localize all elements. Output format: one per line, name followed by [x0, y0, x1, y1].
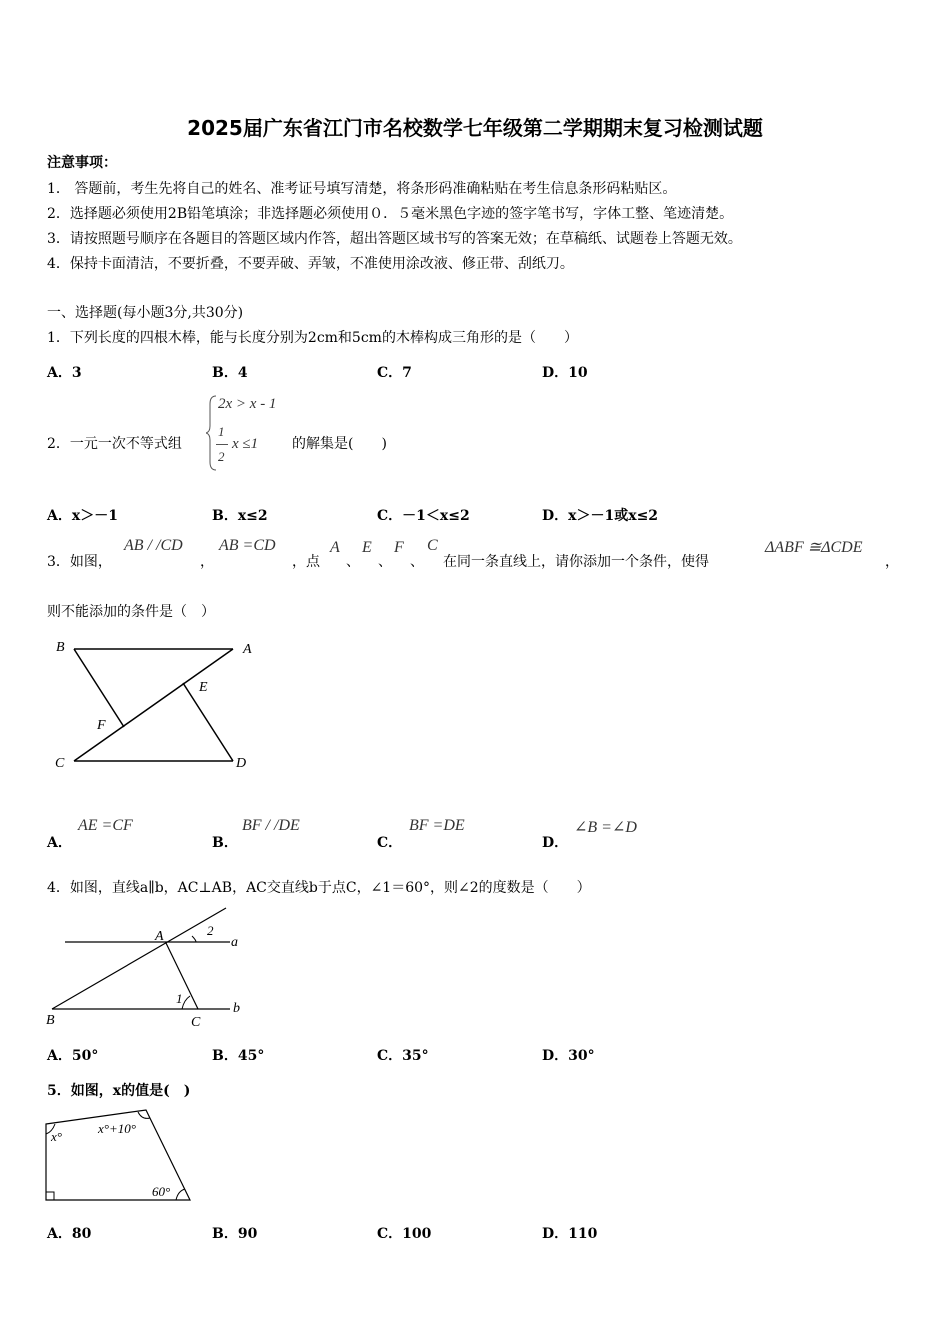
fraction-numerator: 1: [218, 424, 225, 439]
q1-option-a[interactable]: A．3: [47, 365, 82, 381]
label-c: C: [55, 756, 65, 771]
separator: 、: [410, 554, 424, 570]
label-f: F: [97, 718, 106, 733]
notice-heading: 注意事项：: [47, 155, 117, 171]
point-e: E: [362, 539, 372, 556]
separator: ，: [885, 554, 899, 570]
separator: 、: [378, 554, 392, 570]
fraction-denominator: 2: [218, 449, 225, 464]
notice-item: 4．保持卡面清洁，不要折叠，不要弄破、弄皱，不准使用涂改液、修正带、刮纸刀。: [47, 256, 574, 272]
q3-option-b[interactable]: B．: [212, 835, 238, 851]
separator: ，点: [292, 554, 320, 570]
point-a: A: [330, 539, 340, 556]
separator: ，: [200, 554, 214, 570]
label-a-point: A: [155, 929, 164, 944]
question-3-line-2: 则不能添加的条件是（ ）: [47, 604, 215, 620]
q2-option-a[interactable]: A．x＞－1: [47, 508, 118, 524]
question-1-stem: 1．下列长度的四根木棒，能与长度分别为2cm和5cm的木棒构成三角形的是（ ）: [47, 330, 578, 346]
q2-option-b[interactable]: B．x≤2: [212, 508, 268, 524]
q3-option-c[interactable]: C．: [377, 835, 403, 851]
question-4-stem: 4．如图，直线a∥b，AC⊥AB，AC交直线b于点C，∠1＝60°，则∠2的度数是（ ）: [47, 880, 591, 896]
q2-option-d[interactable]: D．x＞－1或x≤2: [542, 508, 659, 524]
label-b: B: [56, 640, 65, 655]
label-angle-1: 1: [176, 991, 183, 1006]
label-d: D: [236, 756, 247, 771]
label-x-plus-10: x°+10°: [98, 1121, 136, 1136]
notice-item: 2．选择题必须使用2B铅笔填涂；非选择题必须使用０．５毫米黑色字迹的签字笔书写，字体工整、笔迹清楚。: [47, 206, 734, 222]
label-e: E: [199, 680, 208, 695]
q1-option-d[interactable]: D．10: [542, 365, 588, 381]
question-2-suffix: 的解集是( ): [292, 436, 387, 452]
q3-option-d-expr: ∠B =∠D: [574, 819, 637, 836]
q4-option-a[interactable]: A．50°: [47, 1048, 99, 1064]
q3-option-a[interactable]: A．: [47, 835, 72, 851]
q5-option-c[interactable]: C．100: [377, 1226, 432, 1242]
q3-figure: [47, 633, 267, 778]
page-title: 2025届广东省江门市名校数学七年级第二学期期末复习检测试题: [187, 116, 763, 140]
point-f: F: [394, 539, 404, 556]
fraction-bar: [216, 444, 228, 445]
label-b-point: B: [46, 1013, 55, 1028]
question-2-prefix: 2．一元一次不等式组: [47, 436, 182, 452]
section-heading: 一、选择题(每小题3分,共30分): [47, 305, 244, 321]
q4-option-d[interactable]: D．30°: [542, 1048, 595, 1064]
label-a: A: [243, 642, 252, 657]
q3-option-a-expr: AE =CF: [78, 817, 133, 834]
separator: 、: [346, 554, 360, 570]
label-c-point: C: [191, 1015, 201, 1030]
condition-equal: AB =CD: [219, 537, 276, 554]
question-3-prefix: 3．如图，: [47, 554, 112, 570]
inequality-line-1: 2x > x - 1: [218, 396, 277, 412]
label-line-a: a: [231, 935, 238, 950]
q4-option-c[interactable]: C．35°: [377, 1048, 429, 1064]
label-x: x°: [51, 1129, 62, 1144]
question-3-mid: 在同一条直线上，请你添加一个条件，使得: [443, 554, 709, 570]
label-line-b: b: [233, 1001, 240, 1016]
q4-option-b[interactable]: B．45°: [212, 1048, 265, 1064]
inequality-line-2: x ≤1: [232, 436, 259, 452]
q3-option-d[interactable]: D．: [542, 835, 569, 851]
q5-figure: [40, 1102, 200, 1206]
q4-figure: [40, 902, 260, 1032]
q5-option-d[interactable]: D．110: [542, 1226, 598, 1242]
q3-option-b-expr: BF / /DE: [242, 817, 300, 834]
label-60: 60°: [152, 1184, 171, 1199]
q1-option-c[interactable]: C．7: [377, 365, 412, 381]
q3-option-c-expr: BF =DE: [409, 817, 465, 834]
q5-option-a[interactable]: A．80: [47, 1226, 92, 1242]
q1-option-b[interactable]: B．4: [212, 365, 248, 381]
congruence: ΔABF ≅ΔCDE: [765, 539, 863, 556]
point-c: C: [427, 537, 438, 554]
notice-item: 3．请按照题号顺序在各题目的答题区域内作答，超出答题区域书写的答案无效；在草稿纸、试题卷上答题无效。: [47, 231, 742, 247]
label-angle-2: 2: [207, 923, 214, 938]
q5-option-b[interactable]: B．90: [212, 1226, 258, 1242]
notice-item: 1． 答题前，考生先将自己的姓名、准考证号填写清楚，将条形码准确粘贴在考生信息条形码粘贴区。: [47, 181, 677, 197]
question-5-stem: 5．如图，x的值是( ): [47, 1083, 191, 1099]
condition-parallel: AB / /CD: [124, 537, 183, 554]
q2-option-c[interactable]: C．－1＜x≤2: [377, 508, 470, 524]
